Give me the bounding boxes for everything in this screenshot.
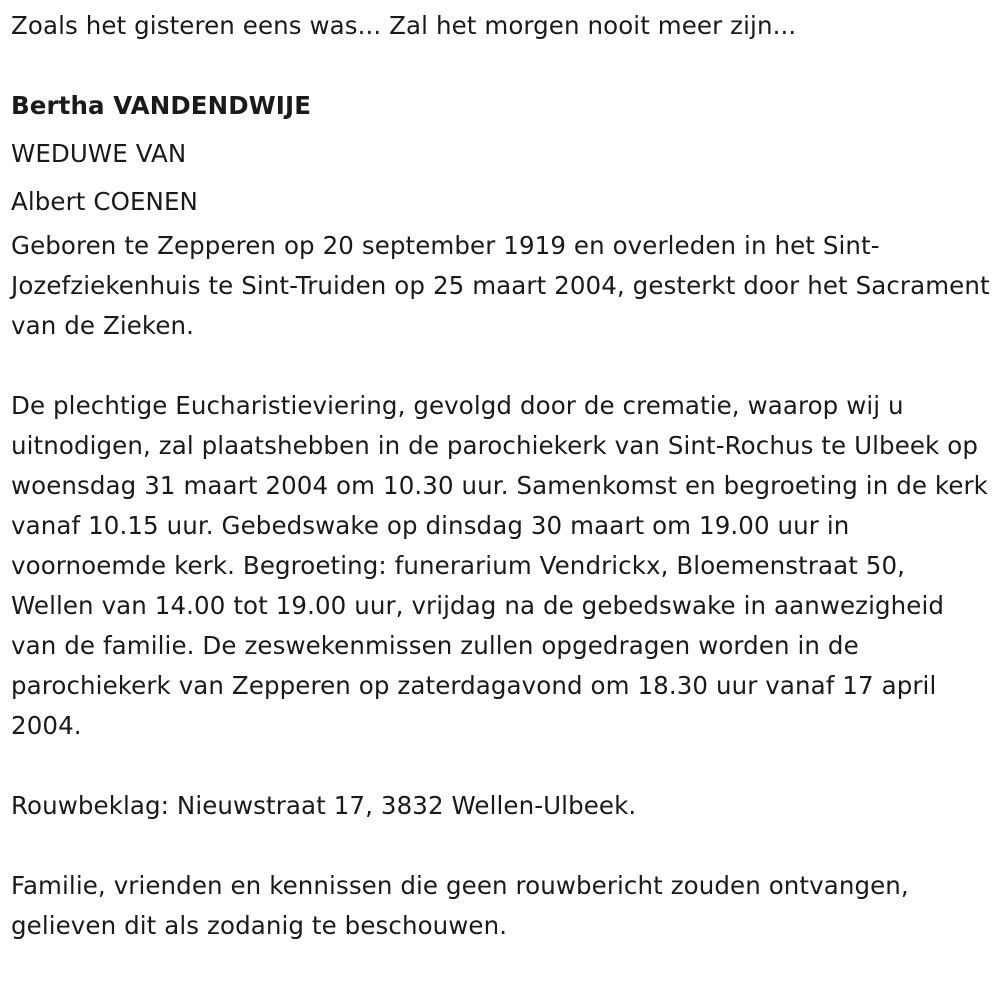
obituary-document [11,6,991,946]
birth-death-paragraph: Geboren te Zepperen op 20 september 1919 en overleden in het Sint-Jozefziekenhuis te Sint-Truiden op 25 maart 2004, gesterkt door het Sacrament van de Zieken. [11,231,990,340]
paragraph-spacer [11,346,991,386]
spouse-name: Albert COENEN [11,187,198,216]
notice-paragraph: Familie, vrienden en kennissen die geen rouwbericht zouden ontvangen, gelieven dit als zodanig te beschouwen. [11,871,909,940]
motto: Zoals het gisteren eens was... Zal het morgen nooit meer zijn... [11,11,797,40]
deceased-name: Bertha VANDENDWIJE [11,91,312,120]
deceased-block [11,82,991,226]
ceremony-paragraph: De plechtige Eucharistieviering, gevolgd door de crematie, waarop wij u uitnodigen, zal plaatshebben in de parochiekerk van Sint-Rochus te Ulbeek op woensdag 31 maart 2004 om 10.30 uur. Samenkomst en begroeting in de kerk vanaf 10.15 uur. Gebedswake op dinsdag 30 maart om 19.00 uur in voornoemde kerk. Begroeting: funerarium Vendrickx, Bloemenstraat 50, Wellen van 14.00 tot 19.00 uur, vrijdag na de gebedswake in aanwezigheid van de familie. De zeswekenmissen zullen opgedragen worden in de parochiekerk van Zepperen op zaterdagavond om 18.30 uur vanaf 17 april 2004. [11,391,988,740]
relation-label: WEDUWE VAN [11,139,187,168]
paragraph-spacer [11,826,991,866]
condolence-address: Rouwbeklag: Nieuwstraat 17, 3832 Wellen-Ulbeek. [11,791,637,820]
paragraph-spacer [11,746,991,786]
